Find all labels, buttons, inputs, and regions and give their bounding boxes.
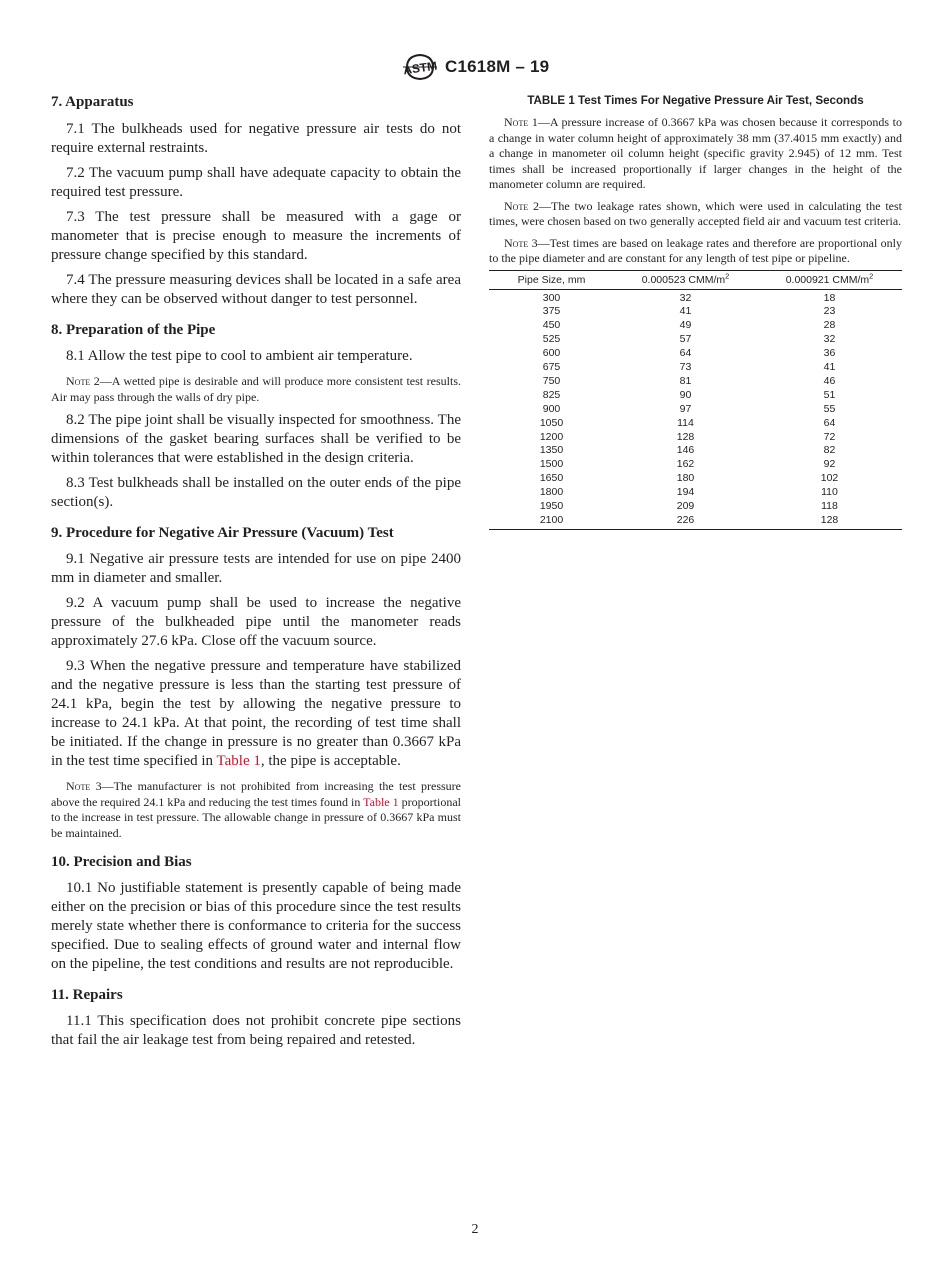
cell-time-rate-2: 82 (823, 444, 836, 457)
cell-pipe-size: 450 (542, 319, 561, 332)
cell-pipe-size: 825 (542, 388, 561, 401)
cell-pipe-size: 300 (542, 291, 561, 304)
cell-time-rate-2: 128 (757, 514, 902, 529)
table-row (489, 486, 902, 500)
astm-logo-icon (401, 52, 439, 82)
cell-time-rate-1: 209 (676, 500, 695, 513)
table-row (489, 431, 902, 445)
table-1 (489, 270, 902, 530)
table-note-1 (489, 115, 902, 193)
note-3 (51, 779, 461, 841)
cell-pipe-size: 600 (542, 347, 561, 360)
paragraph-9-1: 9.1 Negative air pressure tests are intended for use on pipe 2400 mm in diameter and smaller. (51, 551, 461, 586)
section-10-heading: 10. Precision and Bias (51, 854, 192, 870)
cell-time-rate-1: 73 (679, 361, 692, 374)
cell-time-rate-2: 32 (823, 333, 836, 346)
table-note-label: Note 2 (504, 198, 540, 213)
cell-pipe-size: 1950 (539, 500, 564, 513)
table-row (489, 514, 902, 529)
section-11-heading: 11. Repairs (51, 987, 123, 1003)
cell-time-rate-2: 46 (823, 374, 836, 387)
page-number: 2 (471, 1222, 479, 1237)
paragraph-10-1: 10.1 No justifiable statement is presently capable of being made either on the precision or bias of this procedure since the test results merely state whether there is conformance to criteria for the success specified. Due to sealing effects of ground water and internal flow on the pipeline, the test conditions and results are not reproducible. (51, 880, 461, 972)
section-9-heading: 9. Procedure for Negative Air Pressure (Vacuum) Test (51, 525, 394, 541)
header-leakage-rate-1-sup: 2 (725, 271, 730, 280)
cell-pipe-size: 675 (542, 361, 561, 374)
table-1-notes (489, 115, 902, 267)
paragraph-9-3-text-a: 9.3 When the negative pressure and temperature have stabilized and the negative pressure is less than the starting test pressure of 24.1 kPa, begin the test by allowing the negative pressure to increase to 24.1 kPa. At that point, the recording of test time shall be initiated. If the change in pressure is no greater than 0.3667 kPa in the test time specified in (51, 658, 461, 769)
table-row (489, 403, 902, 417)
cell-pipe-size: 1800 (539, 486, 564, 499)
table-row (489, 472, 902, 486)
cell-time-rate-1: 114 (677, 416, 694, 429)
cell-time-rate-1: 180 (676, 472, 695, 485)
cell-time-rate-2: 110 (821, 486, 838, 499)
header-leakage-rate-1-text: 0.000523 CMM/m (641, 273, 726, 286)
cell-time-rate-1: 41 (679, 305, 692, 318)
note-3-label: Note 3 (66, 779, 102, 793)
cell-pipe-size: 1200 (539, 430, 564, 443)
table-row (489, 333, 902, 347)
cell-pipe-size: 375 (542, 305, 561, 318)
cell-time-rate-1: 32 (679, 291, 692, 304)
paragraph-9-2: 9.2 A vacuum pump shall be used to increase the negative pressure of the bulkheaded pipe until the manometer reads approximately 27.6 kPa. Close off the vacuum source. (51, 595, 461, 649)
cell-time-rate-1: 128 (676, 430, 695, 443)
section-7-heading: 7. Apparatus (51, 94, 134, 110)
cell-time-rate-2: 55 (823, 402, 836, 415)
cell-time-rate-1: 81 (679, 374, 692, 387)
cell-pipe-size: 1500 (539, 458, 564, 471)
cell-pipe-size: 1650 (539, 472, 564, 485)
cell-pipe-size: 2100 (489, 514, 614, 529)
section-8-heading: 8. Preparation of the Pipe (51, 322, 216, 338)
table-note-label: Note 3 (504, 235, 538, 250)
cell-time-rate-2: 92 (823, 458, 836, 471)
cell-time-rate-2: 41 (823, 361, 836, 374)
cell-pipe-size: 900 (542, 402, 561, 415)
table-1-link[interactable]: Table 1 (216, 753, 261, 769)
cell-time-rate-2: 28 (823, 319, 836, 332)
cell-time-rate-2: 118 (821, 500, 838, 513)
note-2 (51, 374, 461, 405)
cell-time-rate-1: 49 (679, 319, 692, 332)
header-pipe-size: Pipe Size, mm (489, 270, 614, 289)
cell-time-rate-1: 146 (676, 444, 695, 457)
paragraph-11-1: 11.1 This specification does not prohibit concrete pipe sections that fail the air leakage test from being repaired and retested. (51, 1013, 461, 1048)
paragraph-9-3 (51, 657, 461, 771)
paragraph-7-4: 7.4 The pressure measuring devices shall be located in a safe area where they can be observed without danger to test personnel. (51, 272, 461, 307)
table-row (489, 500, 902, 514)
paragraph-8-1: 8.1 Allow the test pipe to cool to ambient air temperature. (66, 348, 413, 364)
table-row (489, 375, 902, 389)
paragraph-8-3: 8.3 Test bulkheads shall be installed on the outer ends of the pipe section(s). (51, 475, 461, 510)
table-row (489, 458, 902, 472)
table-note-text: —A pressure increase of 0.3667 kPa was chosen because it corresponds to a change in water column height of approximately 38 mm (37.4015 mm exactly) and a change in manometer oil column height (specific gravity 2.945) of 12 mm. Test times shall be increased proportionally if larger changes in the height of the manometer column are required. (489, 115, 903, 191)
table-row (489, 289, 902, 305)
header-leakage-rate-2-sup: 2 (869, 271, 874, 280)
cell-pipe-size: 1350 (539, 444, 564, 457)
paragraph-8-2: 8.2 The pipe joint shall be visually inspected for smoothness. The dimensions of the gasket bearing surfaces shall be verified to be within tolerances that were established in the design criteria. (51, 412, 461, 466)
table-note-label: Note 1 (504, 115, 538, 129)
cell-time-rate-2: 102 (820, 472, 839, 485)
paragraph-9-3-text-b: , the pipe is acceptable. (260, 753, 401, 769)
table-row (489, 389, 902, 403)
page-header (0, 52, 950, 86)
left-column (51, 93, 461, 1050)
cell-pipe-size: 525 (542, 333, 561, 346)
cell-time-rate-2: 18 (823, 291, 836, 304)
paragraph-7-1: 7.1 The bulkheads used for negative pressure air tests do not require external restraints. (51, 121, 461, 156)
table-row (489, 361, 902, 375)
table-row (489, 305, 902, 319)
cell-time-rate-2: 64 (823, 416, 836, 429)
note-2-label: Note 2 (66, 374, 100, 388)
svg-text:ASTM: ASTM (402, 58, 438, 78)
table-row (489, 319, 902, 333)
table-row (489, 417, 902, 431)
cell-time-rate-2: 23 (823, 305, 836, 318)
cell-time-rate-2: 51 (823, 388, 836, 401)
cell-time-rate-1: 194 (676, 486, 695, 499)
cell-time-rate-1: 90 (679, 388, 692, 401)
paragraph-7-3: 7.3 The test pressure shall be measured with a gage or manometer that is precise enough to measure the increments of pressure change specified by this standard. (51, 209, 461, 263)
cell-pipe-size: 750 (542, 374, 561, 387)
document-designation: C1618M – 19 (445, 57, 550, 76)
cell-time-rate-1: 162 (676, 458, 695, 471)
cell-time-rate-1: 57 (679, 333, 692, 346)
table-row (489, 347, 902, 361)
cell-time-rate-1: 64 (679, 347, 692, 360)
note-3-text-a: —The manufacturer is not prohibited from increasing the test pressure above the required 24.1 kPa and reducing the test times found in (51, 779, 461, 809)
table-note-text: —The two leakage rates shown, which were used in calculating the test times, were chosen based on two generally accepted field air and vacuum test criteria. (489, 198, 902, 228)
paragraph-7-2: 7.2 The vacuum pump shall have adequate capacity to obtain the required test pressure. (51, 165, 461, 200)
header-leakage-rate-2-text: 0.000921 CMM/m (785, 273, 870, 286)
table-row (489, 444, 902, 458)
note-2-text: —A wetted pipe is desirable and will produce more consistent test results. Air may pass through the walls of dry pipe. (51, 374, 461, 404)
cell-time-rate-1: 226 (614, 514, 757, 529)
table-note-text: —Test times are based on leakage rates and therefore are proportional only to the pipe diameter and are constant for any length of test pipe or pipeline. (489, 235, 903, 265)
header-leakage-rate-1 (614, 270, 757, 289)
table-body (489, 289, 902, 529)
table-header-row (489, 270, 902, 289)
note-3-text-b: proportional to the increase in test pressure. The allowable change in pressure of 0.3667 kPa must be maintained. (51, 794, 461, 840)
cell-pipe-size: 1050 (539, 416, 564, 429)
table-note-2 (489, 199, 902, 230)
right-column (489, 93, 902, 530)
cell-time-rate-2: 72 (823, 430, 836, 443)
table-1-title: TABLE 1 Test Times For Negative Pressure Air Test, Seconds (527, 94, 864, 107)
cell-time-rate-2: 36 (823, 347, 836, 360)
table-1-link-note[interactable]: Table 1 (363, 794, 399, 809)
header-leakage-rate-2 (757, 270, 902, 289)
cell-time-rate-1: 97 (679, 402, 692, 415)
table-note-3 (489, 236, 902, 267)
